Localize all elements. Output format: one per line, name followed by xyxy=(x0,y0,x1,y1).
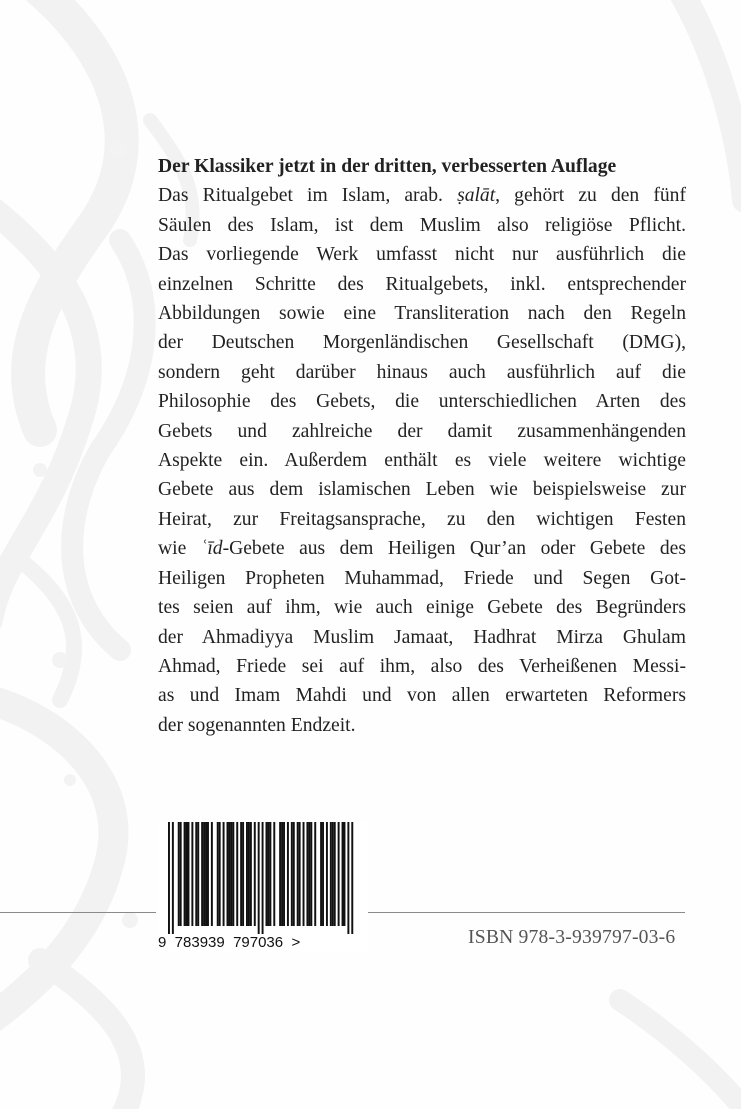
barcode-bar xyxy=(232,822,234,926)
text-line xyxy=(158,446,686,475)
text-line xyxy=(158,358,686,387)
line-segment: Heiligen Propheten Muhammad, Friede und Segen Got- xyxy=(158,567,686,589)
barcode-bar xyxy=(205,822,207,926)
text-line xyxy=(158,534,686,563)
barcode-bar xyxy=(180,822,182,926)
line-segment: einzelnen Schritte des Ritualgebets, inkl. entsprechender xyxy=(158,273,686,295)
barcode-bar xyxy=(217,822,219,926)
line-segment: wie xyxy=(158,538,201,560)
barcode-bar xyxy=(227,822,229,926)
text-line xyxy=(158,387,686,416)
barcode-bar xyxy=(273,822,275,926)
line-segment: Abbildungen sowie eine Transliteration nach den Regeln xyxy=(158,303,686,325)
line-segment: -Gebete aus dem Heiligen Qur’an oder Gebete des xyxy=(222,538,686,560)
barcode-bar xyxy=(344,822,346,926)
barcode-bar xyxy=(223,822,225,926)
barcode-bar xyxy=(308,822,310,926)
text-line xyxy=(158,328,686,357)
line-segment: Säulen des Islam, ist dem Muslim also religiöse Pflicht. xyxy=(158,214,686,236)
barcode-bar xyxy=(195,822,197,926)
text-line xyxy=(158,417,686,446)
barcode-digits: 9 783939 797036 > xyxy=(158,934,301,951)
barcode-bar xyxy=(172,822,174,934)
line-segment: Aspekte ein. Außerdem enthält es viele weitere wichtige xyxy=(158,450,686,472)
line-segment: der sogenannten Endzeit. xyxy=(158,714,356,736)
line-segment: Philosophie des Gebets, die unterschiedlichen Arten des xyxy=(158,391,686,413)
barcode-bar xyxy=(291,822,293,926)
barcode-bar xyxy=(184,822,186,926)
text-line xyxy=(158,270,686,299)
barcode-bar xyxy=(168,822,170,934)
text-line xyxy=(158,240,686,269)
transliterated-term: ʿīd xyxy=(200,538,223,560)
barcode-bar xyxy=(287,822,289,926)
divider-right xyxy=(368,912,685,913)
barcode-bar xyxy=(320,822,322,926)
barcode-bar xyxy=(297,822,299,926)
barcode-bar xyxy=(279,822,281,926)
barcode-bar xyxy=(281,822,283,926)
divider-left xyxy=(0,912,156,913)
line-segment: Das Ritualgebet im Islam, arab. xyxy=(158,185,458,207)
barcode-bar xyxy=(186,822,188,926)
barcode-bar xyxy=(207,822,209,926)
blurb-paragraph xyxy=(158,181,686,740)
barcode-bar xyxy=(293,822,295,926)
barcode-bar xyxy=(310,822,312,926)
line-segment: der Deutschen Morgenländischen Gesellschaft (DMG), xyxy=(158,332,686,354)
barcode-bar xyxy=(347,822,349,934)
barcode-bar xyxy=(191,822,193,926)
text-line xyxy=(158,711,686,740)
text-line xyxy=(158,593,686,622)
line-segment: Das vorliegende Werk umfasst nicht nur ausführlich die xyxy=(158,244,686,266)
barcode-bar xyxy=(254,822,256,926)
barcode-bar xyxy=(314,822,316,926)
edition-heading: Der Klassiker jetzt in der dritten, verbesserten Auflage xyxy=(158,156,617,177)
line-segment: , gehört zu den fünf xyxy=(495,185,686,207)
barcode-bar xyxy=(342,822,344,926)
barcode-bar xyxy=(219,822,221,926)
text-line xyxy=(158,505,686,534)
barcode-bar xyxy=(326,822,328,926)
barcode-bar xyxy=(242,822,244,926)
barcode-bar xyxy=(330,822,332,926)
barcode-bar xyxy=(246,822,248,926)
barcode-bar xyxy=(269,822,271,926)
barcode-bar xyxy=(303,822,305,926)
barcode-bar xyxy=(178,822,180,926)
description-text xyxy=(158,152,686,740)
text-line xyxy=(158,564,686,593)
transliterated-term: ṣalāt xyxy=(457,185,496,207)
line-segment: Heirat, zur Freitagsansprache, zu den wichtigen Festen xyxy=(158,508,686,530)
line-segment: tes seien auf ihm, wie auch einige Gebete des Begründers xyxy=(158,597,686,619)
isbn-number: ISBN 978-3-939797-03-6 xyxy=(468,927,676,948)
line-segment: Gebets und zahlreiche der damit zusammenhängenden xyxy=(158,420,686,442)
text-line xyxy=(158,681,686,710)
barcode-bar xyxy=(334,822,336,926)
barcode-bar xyxy=(351,822,353,934)
barcode-bar xyxy=(228,822,230,926)
text-line xyxy=(158,623,686,652)
barcode-bar xyxy=(262,822,264,934)
line-segment: der Ahmadiyya Muslim Jamaat, Hadhrat Mirza Ghulam xyxy=(158,626,686,648)
text-line xyxy=(158,652,686,681)
line-segment: as und Imam Mahdi und von allen erwarteten Reformers xyxy=(158,685,686,707)
text-line xyxy=(158,475,686,504)
line-segment: sondern geht darüber hinaus auch ausführlich auf die xyxy=(158,361,686,383)
barcode-bar xyxy=(299,822,301,926)
barcode-bar xyxy=(188,822,190,926)
barcode-bar xyxy=(258,822,260,934)
text-line xyxy=(158,181,686,210)
text-line xyxy=(158,299,686,328)
barcode-bar xyxy=(322,822,324,926)
barcode-bar xyxy=(266,822,268,926)
barcode-bar xyxy=(250,822,252,926)
barcode-bar xyxy=(211,822,213,926)
barcode-bar xyxy=(332,822,334,926)
barcode-bar xyxy=(236,822,238,926)
line-segment: Gebete aus dem islamischen Leben wie beispielsweise zur xyxy=(158,479,686,501)
barcode-bar xyxy=(283,822,285,926)
barcode-bar xyxy=(240,822,242,926)
line-segment: Ahmad, Friede sei auf ihm, also des Verheißenen Messi- xyxy=(158,655,686,677)
barcode-bar xyxy=(306,822,308,926)
barcode-bar xyxy=(248,822,250,926)
barcode-bar xyxy=(203,822,205,926)
barcode-bar xyxy=(201,822,203,926)
barcode-bar xyxy=(338,822,340,926)
barcode-bar xyxy=(197,822,199,926)
text-line xyxy=(158,211,686,240)
isbn-barcode xyxy=(158,822,368,952)
barcode-bar xyxy=(230,822,232,926)
barcode-bar xyxy=(267,822,269,926)
